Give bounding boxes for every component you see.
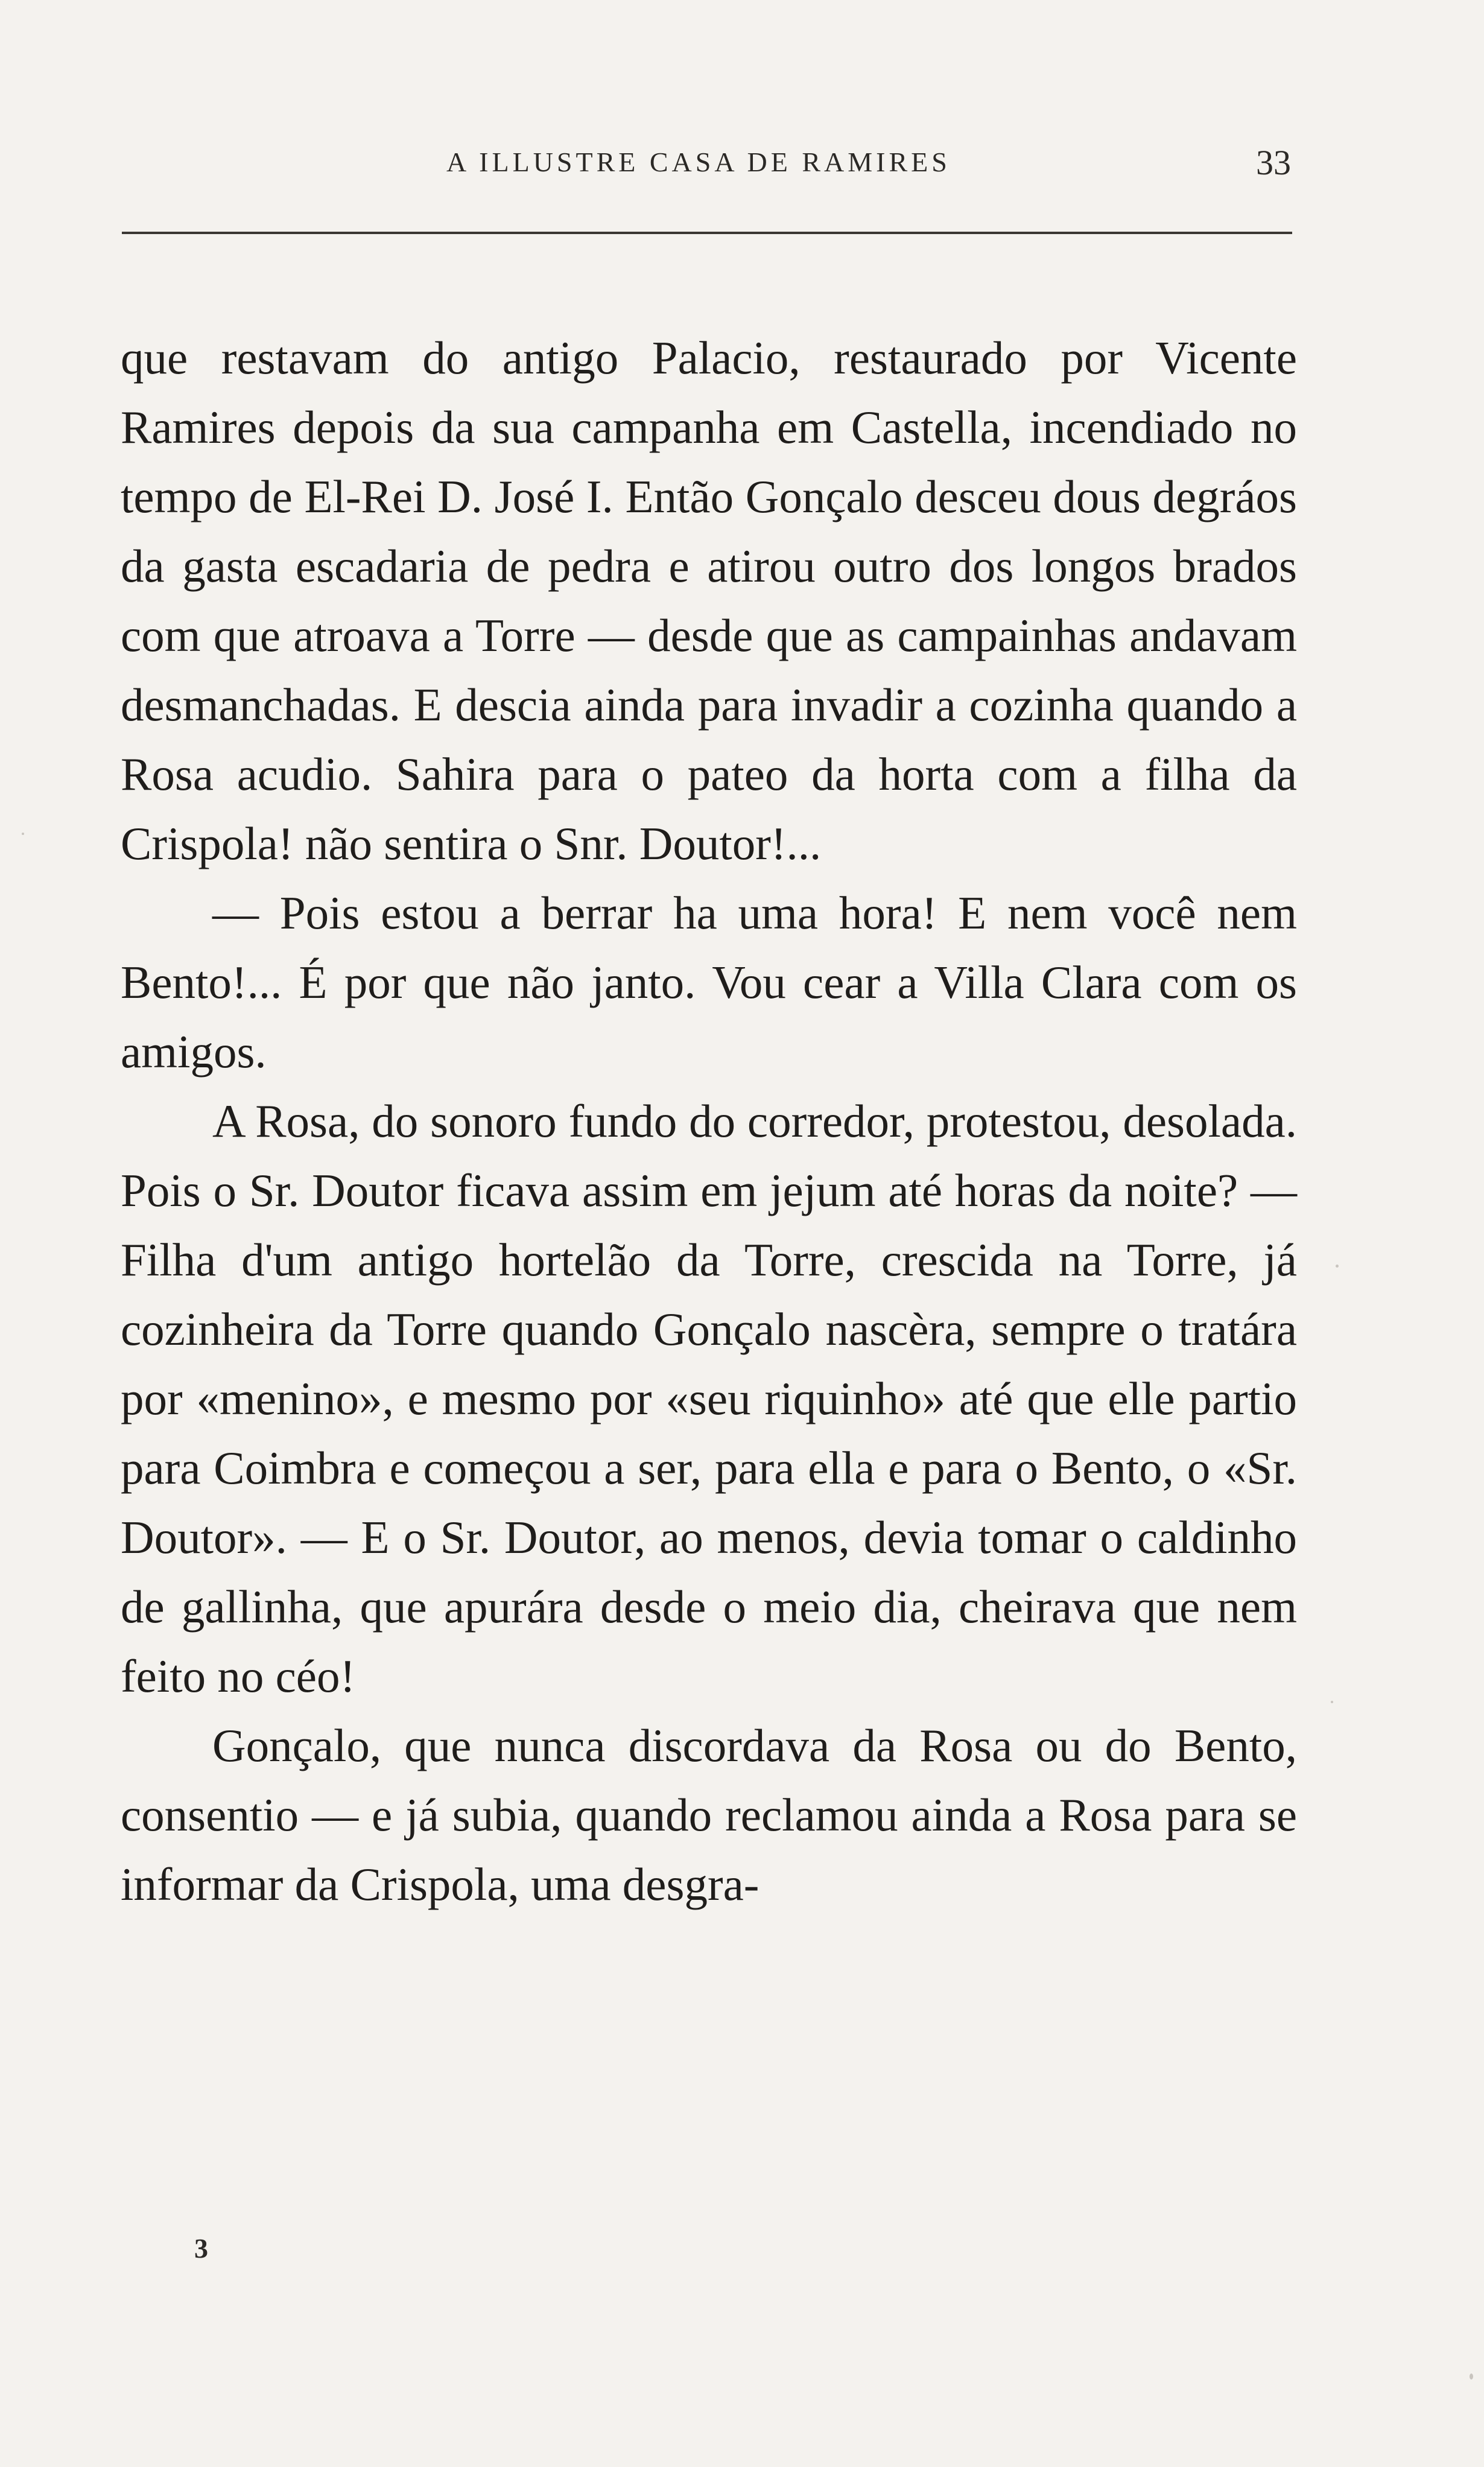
- paragraph-goncalo: Gonçalo, que nunca discordava da Rosa ou do Bento, consentio — e já subia, quando reclamou ainda a Rosa para se informar da Crispola, uma desgra-: [121, 1719, 1297, 1910]
- running-head: [121, 140, 1327, 188]
- paper-speck: [1331, 1701, 1333, 1703]
- signature-mark: 3: [194, 2233, 208, 2264]
- paper-speck: [22, 833, 24, 835]
- page-number: 33: [1256, 143, 1291, 182]
- paper-speck: [1336, 1265, 1339, 1268]
- paragraph-rosa-protest: A Rosa, do sonoro fundo do corredor, protestou, desolada. Pois o Sr. Doutor ficava assim em jejum até horas da noite? — Filha d'um antigo hortelão da Torre, crescida na Torre, já cozinheira da Torre quando Gonçalo nascèra, sempre o tratára por «menino», e mesmo por «seu riquinho» até que elle partio para Coimbra e começou a ser, para ella e para o Bento, o «Sr. Doutor». — E o Sr. Doutor, ao menos, devia tomar o caldinho de gallinha, que apurára desde o meio dia, cheirava que nem feito no céo!: [121, 1095, 1297, 1702]
- header-rule: [122, 232, 1292, 234]
- paragraph-continued: que restavam do antigo Palacio, restaurado por Vicente Ramires depois da sua campanha em Castella, incendiado no tempo de El-Rei D. José I. Então Gonçalo desceu dous degráos da gasta escadaria de pedra e atirou outro dos longos brados com que atroava a Torre — desde que as campainhas andavam desmanchadas. E descia ainda para invadir a cozinha quando a Rosa acudio. Sahira para o pateo da horta com a filha da Crispola! não sentira o Snr. Doutor!...: [121, 332, 1297, 869]
- paper-speck: [1470, 2373, 1473, 2380]
- body-text: [121, 323, 1297, 1919]
- running-title: A ILLUSTRE CASA DE RAMIRES: [446, 147, 951, 177]
- paragraph-dialogue: — Pois estou a berrar ha uma hora! E nem você nem Bento!... É por que não janto. Vou cear a Villa Clara com os amigos.: [121, 887, 1297, 1078]
